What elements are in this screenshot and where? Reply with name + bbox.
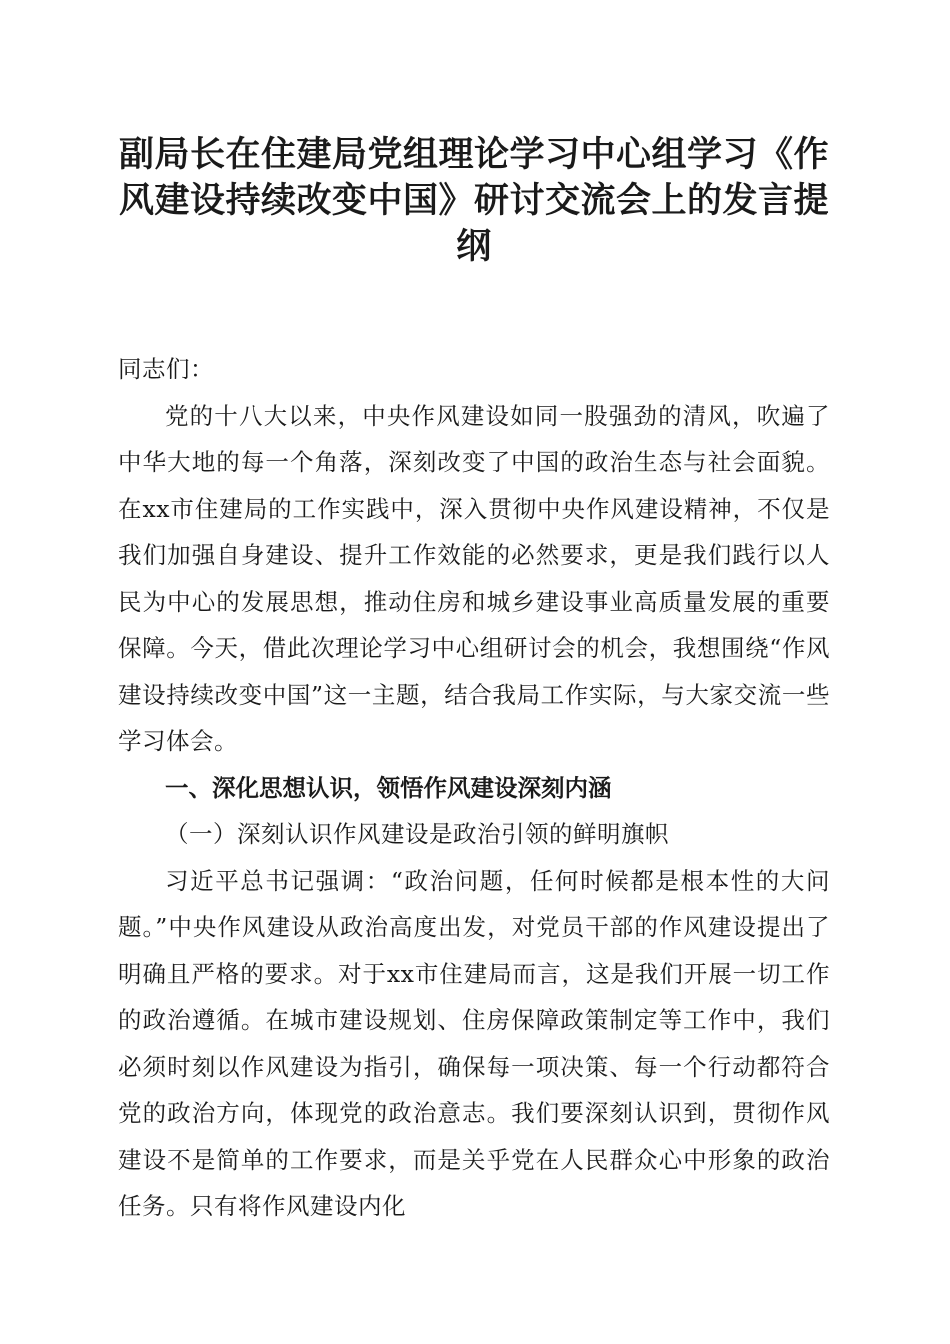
document-page — [118, 132, 830, 1230]
subsection-heading: （一）深刻认识作风建设是政治引领的鲜明旗帜 — [165, 820, 669, 848]
intro-paragraph: 党的十八大以来，中央作风建设如同一股强劲的清风，吹遍了中华大地的每一个角落，深刻改变了中国的政治生态与社会面貌。在xx市住建局的工作实践中，深入贯彻中央作风建设精神，不仅是我们加强自身建设、提升工作效能的必然要求，更是我们践行以人民为中心的发展思想，推动住房和城乡建设事业高质量发展的重要保障。今天，借此次理论学习中心组研讨会的机会，我想围绕“作风建设持续改变中国”这一主题，结合我局工作实际，与大家交流一些学习体会。 — [118, 401, 830, 755]
section-heading: 一、深化思想认识，领悟作风建设深刻内涵 — [165, 773, 612, 802]
salutation: 同志们： — [118, 355, 214, 383]
document-title: 副局长在住建局党组理论学习中心组学习《作风建设持续改变中国》研讨交流会上的发言提纲 — [118, 134, 829, 267]
body-paragraph: 习近平总书记强调：“政治问题，任何时候都是根本性的大问题。”中央作风建设从政治高度出发，对党员干部的作风建设提出了明确且严格的要求。对于xx市住建局而言，这是我们开展一切工作的政治遵循。在城市建设规划、住房保障政策制定等工作中，我们必须时刻以作风建设为指引，确保每一项决策、每一个行动都符合党的政治方向，体现党的政治意志。我们要深刻认识到，贯彻作风建设不是简单的工作要求，而是关乎党在人民群众心中形象的政治任务。只有将作风建设内化 — [118, 866, 830, 1220]
